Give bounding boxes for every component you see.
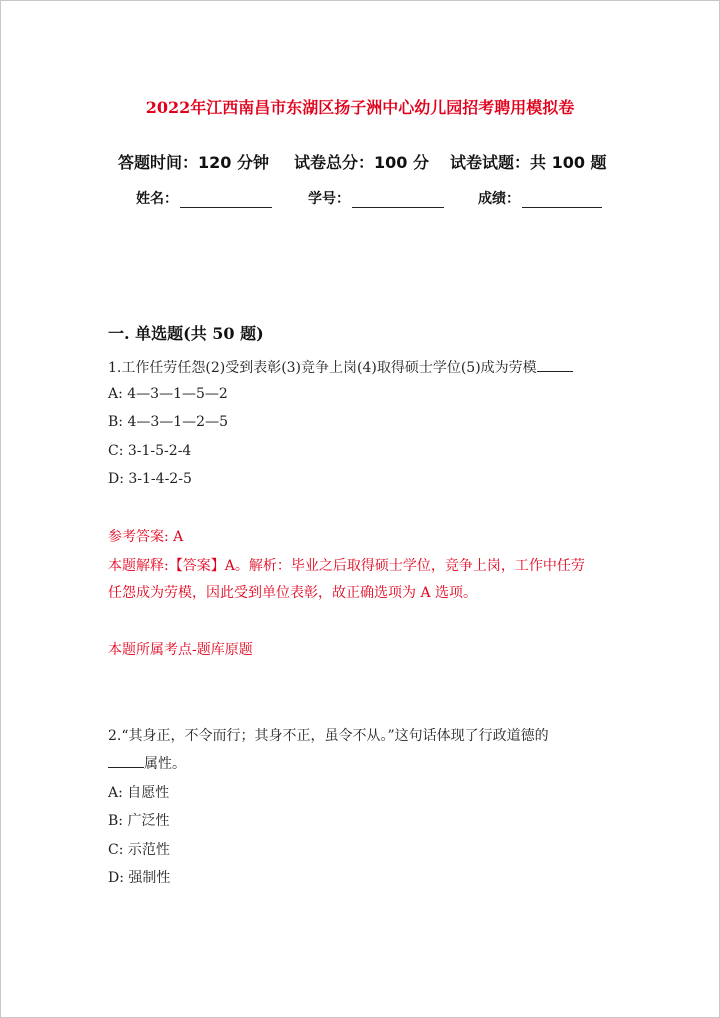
score-label: 成绩： xyxy=(478,191,520,207)
name-label: 姓名： xyxy=(136,191,178,207)
section-heading: 一. 单选题(共 50 题) xyxy=(108,324,264,343)
question-1-text: 1.工作任劳任怨(2)受到表彰(3)竞争上岗(4)取得硕士学位(5)成为劳模 xyxy=(108,360,537,376)
question-1-answer: 参考答案: A xyxy=(108,529,184,545)
question-count: 试卷试题：共 100 题 xyxy=(450,153,607,172)
question-2-option-a[interactable]: A: 自愿性 xyxy=(108,785,170,801)
question-1-option-b[interactable]: B: 4—3—1—2—5 xyxy=(108,414,228,430)
question-2-stem-line1: 2.“其身正，不令而行；其身不正，虽令不从。”这句话体现了行政道德的 xyxy=(108,728,549,744)
name-blank[interactable] xyxy=(180,193,272,208)
student-id-blank[interactable] xyxy=(352,193,444,208)
question-2-text: 属性。 xyxy=(144,756,186,772)
answer-blank xyxy=(537,359,573,372)
name-field[interactable] xyxy=(136,188,272,208)
total-score: 试卷总分：100 分 xyxy=(294,153,429,172)
question-2-option-b[interactable]: B: 广泛性 xyxy=(108,813,170,829)
student-id-label: 学号： xyxy=(308,191,350,207)
student-id-field[interactable] xyxy=(308,188,444,208)
score-blank[interactable] xyxy=(522,193,602,208)
question-1-explanation-line2: 任怨成为劳模，因此受到单位表彰，故正确选项为 A 选项。 xyxy=(108,585,478,601)
question-1-knowledge-point: 本题所属考点-题库原题 xyxy=(108,642,253,658)
question-1-option-a[interactable]: A: 4—3—1—5—2 xyxy=(108,386,228,402)
answer-blank xyxy=(108,755,144,768)
question-1-stem xyxy=(108,357,573,377)
question-2-option-c[interactable]: C: 示范性 xyxy=(108,842,170,858)
question-1-option-d[interactable]: D: 3-1-4-2-5 xyxy=(108,471,192,487)
exam-title: 2022年江西南昌市东湖区扬子洲中心幼儿园招考聘用模拟卷 xyxy=(145,98,575,117)
question-1-explanation-line1: 本题解释:【答案】A。解析：毕业之后取得硕士学位，竞争上岗，工作中任劳 xyxy=(108,558,585,574)
answer-time: 答题时间：120 分钟 xyxy=(118,153,269,172)
question-2-stem-line2 xyxy=(108,753,186,773)
question-2-option-d[interactable]: D: 强制性 xyxy=(108,870,171,886)
question-1-option-c[interactable]: C: 3-1-5-2-4 xyxy=(108,443,192,459)
score-field[interactable] xyxy=(478,188,602,208)
